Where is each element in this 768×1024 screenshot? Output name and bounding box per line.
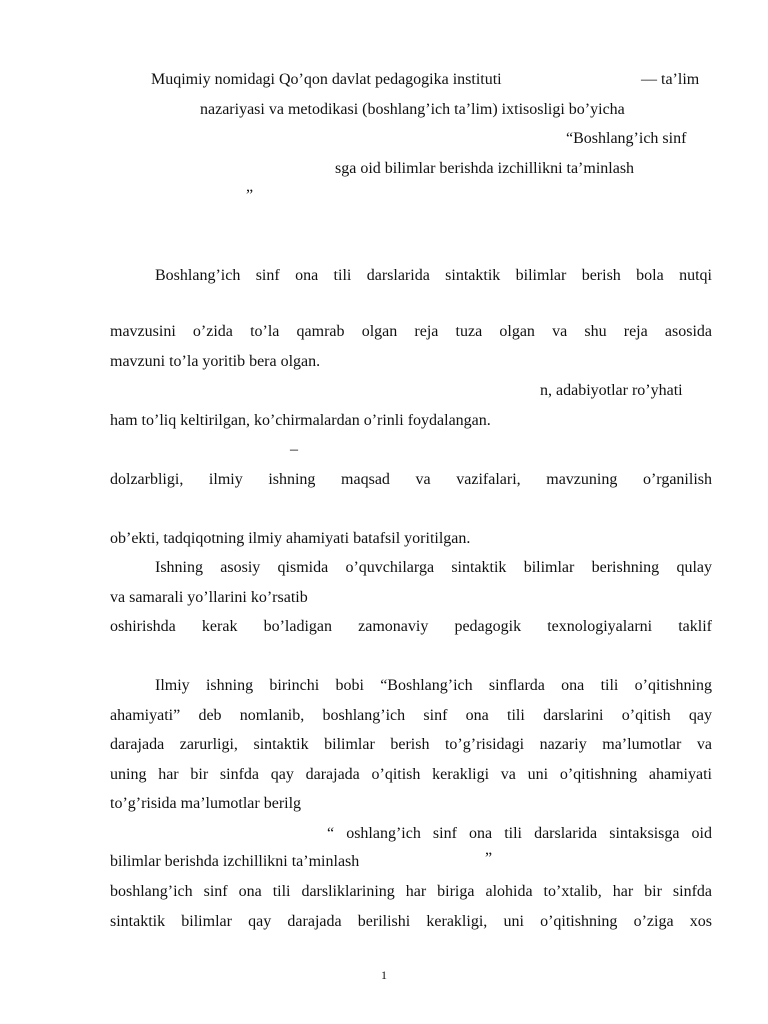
body-line-5: ham to’liq keltirilgan, ko’chirmalardan o’rinli foydalangan. [110,412,491,429]
body-line-10: va samarali yo’llarini ko’rsatib [110,589,308,606]
body-line-3: mavzuni to’la yoritib bera olgan. [110,353,321,370]
body-line-12: Ilmiy ishning birinchi bobi “Boshlang’ich sinflarda ona tili o’qitishning [155,677,712,694]
body-line-1: Boshlang’ich sinf ona tili darslarida sintaktik bilimlar berish bola nutqi [155,267,712,284]
header-line-1-end: — ta’lim [641,71,700,88]
body-line-18: bilimlar berishda izchillikni ta’minlash [110,853,360,870]
body-line-18-quote: ” [485,850,493,867]
header-line-3: “Boshlang’ich sinf [566,130,687,147]
body-line-19: boshlang’ich sinf ona tili darsliklarining har biriga alohida to’xtalib, har bir sinfda [110,883,712,900]
header-line-5: ” [246,187,254,204]
body-line-4: n, adabiyotlar ro’yhati [540,382,683,399]
body-line-6: – [290,441,298,458]
body-line-11: oshirishda kerak bo’ladigan zamonaviy pedagogik texnologiyalarni taklif [110,618,712,635]
header-line-4: sga oid bilimlar berishda izchillikni ta’minlash [335,160,635,177]
page-number: 1 [381,968,387,982]
body-line-2: mavzusini o’zida to’la qamrab olgan reja tuza olgan va shu reja asosida [110,323,712,340]
body-line-20: sintaktik bilimlar qay darajada berilishi kerakligi, uni o’qitishning o’ziga xos [110,913,712,930]
body-line-14: darajada zarurligi, sintaktik bilimlar berish to’g’risidagi nazariy ma’lumotlar va [110,736,712,753]
header-line-2: nazariyasi va metodikasi (boshlang’ich ta’lim) ixtisosligi bo’yicha [200,101,625,118]
header-line-1: Muqimiy nomidagi Qo’qon davlat pedagogika instituti [151,71,502,88]
body-line-13: ahamiyati” deb nomlanib, boshlang’ich sinf ona tili darslarini o’qitish qay [110,707,712,724]
body-line-8: ob’ekti, tadqiqotning ilmiy ahamiyati batafsil yoritilgan. [110,530,471,547]
body-line-7: dolzarbligi, ilmiy ishning maqsad va vazifalari, mavzuning o’rganilish [110,471,712,488]
body-line-16: to’g’risida ma’lumotlar berilg [110,795,302,812]
body-line-15: uning har bir sinfda qay darajada o’qitish kerakligi va uni o’qitishning ahamiyati [110,766,712,783]
body-line-9: Ishning asosiy qismida o’quvchilarga sintaktik bilimlar berishning qulay [155,559,712,576]
body-line-17: “ oshlang’ich sinf ona tili darslarida sintaksisga oid [327,825,712,842]
